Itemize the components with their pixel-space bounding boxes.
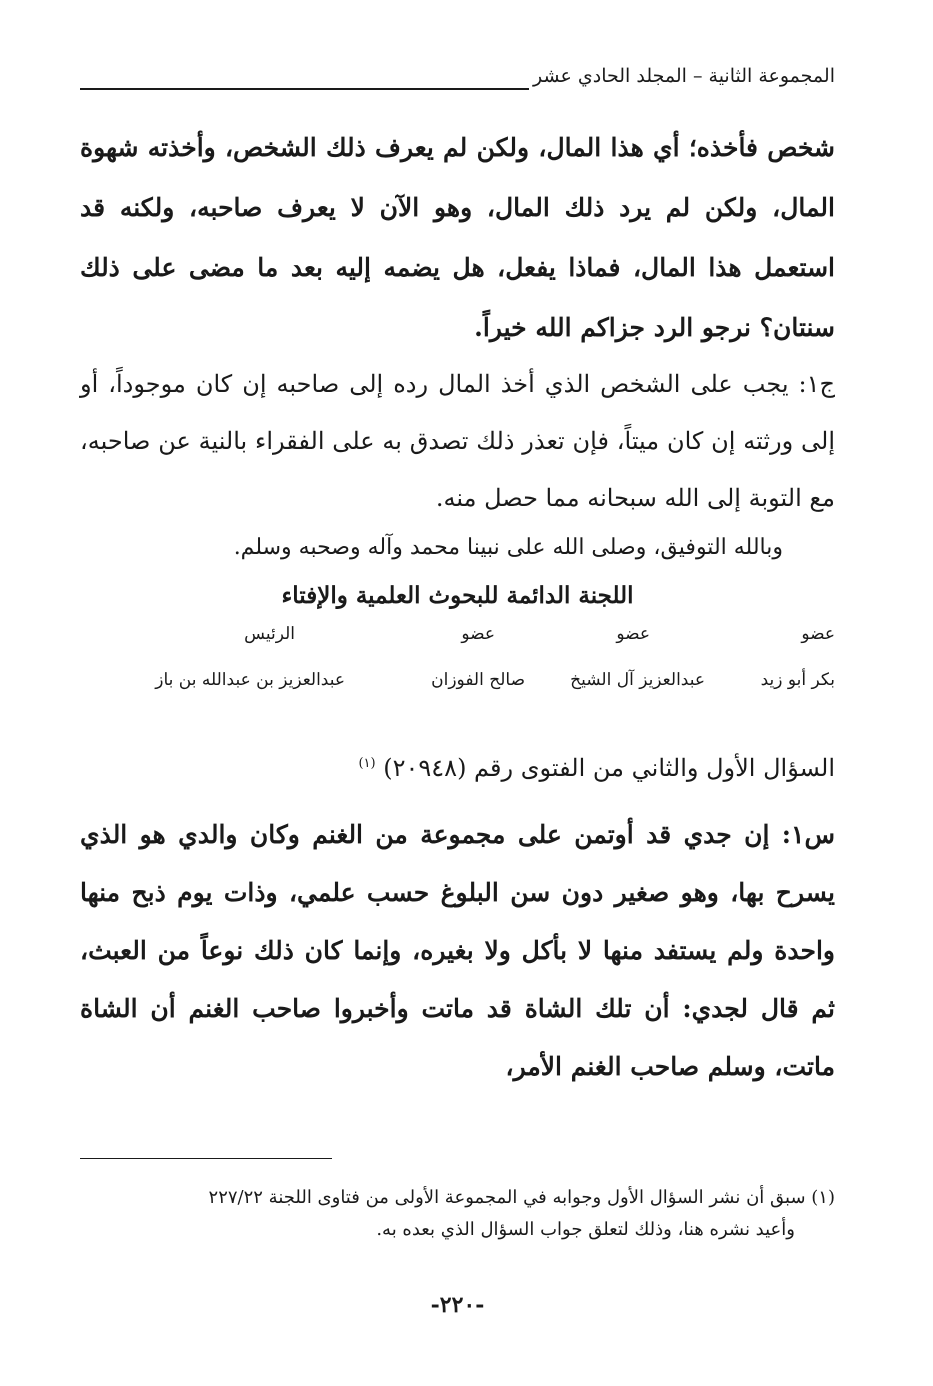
footnote-line: وأعيد نشره هنا، وذلك لتعلق جواب السؤال الذي بعده به. <box>376 1219 795 1240</box>
page-number: -٢٢٠- <box>430 1292 485 1318</box>
answer-1: ج١: يجب على الشخص الذي أخذ المال رده إلى صاحبه إن كان موجوداً، أو إلى ورثته إن كان ميتاً، فإن تعذر ذلك تصدق به على الفقراء بالنية عن صاحبه، مع التوبة إلى الله سبحانه مما حصل منه. <box>80 370 835 512</box>
document-page <box>80 0 835 1386</box>
footnote-separator <box>80 1158 332 1159</box>
question-2: س١: إن جدي قد أوتمن على مجموعة من الغنم وكان والدي هو الذي يسرح بها، وهو صغير دون سن البلوغ حسب علمي، وذات يوم ذبح منها واحدة ولم يستفد منها لا بأكل ولا بغيره، وإنما كان ذلك نوعاً من العبث، ثم قال لجدي: أن تلك الشاة قد ماتت وأخبروا صاحب الغنم أن الشاة ماتت، وسلم صاحب الغنم الأمر، <box>80 820 835 1081</box>
member-name: عبدالعزيز آل الشيخ <box>570 670 705 690</box>
footnote <box>80 1182 835 1246</box>
footnote-line: (١) سبق أن نشر السؤال الأول وجوابه في المجموعة الأولى من فتاوى اللجنة ٢٢٧/٢٢ <box>208 1187 835 1208</box>
member-role: عضو <box>461 624 495 644</box>
member-role: عضو <box>616 624 650 644</box>
running-header <box>80 62 835 92</box>
fatwa-heading <box>358 744 835 788</box>
president-name: عبدالعزيز بن عبدالله بن باز <box>155 670 345 690</box>
running-title: المجموعة الثانية – المجلد الحادي عشر <box>529 62 835 90</box>
signatory-roles <box>80 624 835 650</box>
member-name: صالح الفوزان <box>431 670 525 690</box>
signatory-names <box>80 670 835 696</box>
member-name: بكر أبو زيد <box>760 670 835 690</box>
president-role: الرئيس <box>244 624 295 644</box>
committee-title: اللجنة الدائمة للبحوث العلمية والإفتاء <box>281 582 634 609</box>
fatwa-heading-text: السؤال الأول والثاني من الفتوى رقم (٢٠٩٤٨) <box>383 754 835 782</box>
member-role: عضو <box>801 624 835 644</box>
footnote-marker: (١) <box>358 756 376 771</box>
question-1-continued: شخص فأخذه؛ أي هذا المال، ولكن لم يعرف ذلك الشخص، وأخذته شهوة المال، ولكن لم يرد ذلك المال، وهو الآن لا يعرف صاحبه، ولكنه قد استعمل هذا المال، فماذا يفعل، هل يضمه إليه بعد ما مضى على ذلك سنتان؟ نرجو الرد جزاكم الله خيراً. <box>80 133 835 342</box>
closing-formula: وبالله التوفيق، وصلى الله على نبينا محمد وآله وصحبه وسلم. <box>233 535 783 560</box>
